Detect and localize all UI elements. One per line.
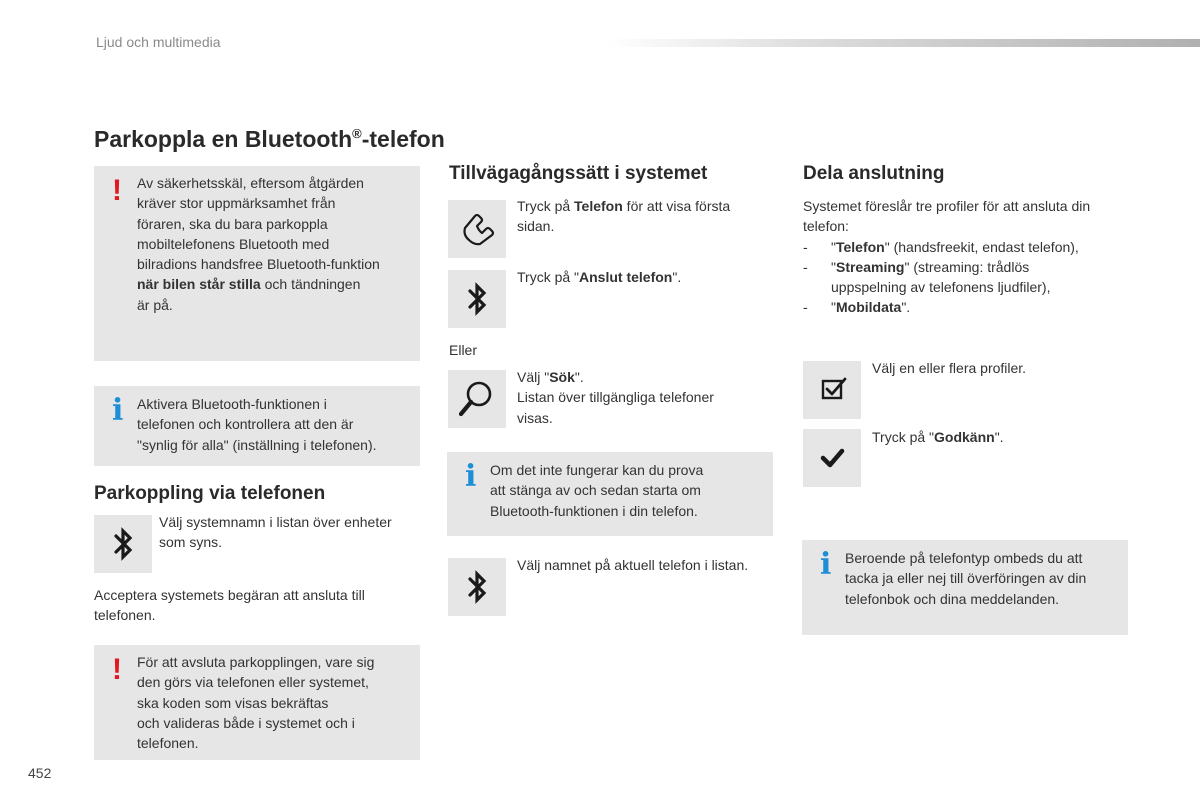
bluetooth-icon-box — [94, 515, 152, 573]
profile-item-telefon: - "Telefon" (handsfreekit, endast telefon), — [803, 238, 1079, 255]
select-profiles-text: Välj en eller flera profiler. — [872, 360, 1027, 376]
share-connection-heading: Dela anslutning — [803, 163, 945, 184]
bluetooth-icon-box — [448, 558, 506, 616]
search-icon — [448, 370, 506, 428]
system-procedure-heading: Tillvägagångssätt i systemet — [449, 163, 708, 184]
checkbox-icon-box — [803, 361, 861, 419]
page-number: 452 — [28, 765, 52, 781]
bluetooth-icon-box — [448, 270, 506, 328]
search-icon-box — [448, 370, 506, 428]
or-text: Eller — [449, 342, 478, 358]
step-select-phone-text: Välj namnet på aktuell telefon i listan. — [517, 557, 749, 573]
info-icon: i — [112, 393, 124, 428]
pairing-step-text: Välj systemnamn i listan över enheter som syns. — [159, 514, 392, 551]
info-box-retry: i Om det inte fungerar kan du prova att stänga av och sedan starta om Bluetooth-funktionen i din telefon. — [447, 452, 773, 536]
warning-icon: ! — [112, 653, 122, 686]
step-phone-text: Tryck på Telefon för att visa första sidan. — [517, 198, 731, 235]
pairing-via-phone-heading: Parkoppling via telefonen — [94, 483, 326, 504]
header-bar — [606, 39, 1200, 47]
section-header: Ljud och multimedia — [96, 34, 221, 50]
profiles-intro: Systemet föreslår tre profiler för att ansluta din telefon: - "Telefon" (handsfreekit, endast telefon), - "Streaming" (streaming: trådlös uppspelning av telefonens ljudfiler), - "Mobildata". — [803, 196, 1143, 318]
bluetooth-icon — [448, 558, 506, 616]
checkbox-icon — [803, 361, 861, 419]
info-icon: i — [820, 547, 832, 582]
bluetooth-icon — [94, 515, 152, 573]
bluetooth-icon — [448, 270, 506, 328]
check-icon-box — [803, 429, 861, 487]
phone-icon-box — [448, 200, 506, 258]
phone-icon — [448, 200, 506, 258]
check-icon — [803, 429, 861, 487]
warning-box-finish: ! För att avsluta parkopplingen, vare sig den görs via telefonen eller systemet, ska koden som visas bekräftas och valideras både i systemet och i telefonen. — [94, 645, 420, 760]
info-box-phonebook: i Beroende på telefontyp ombeds du att tacka ja eller nej till överföringen av din telefonbok och dina meddelanden. — [802, 540, 1128, 635]
step-search-text: Välj "Sök". Listan över tillgängliga telefoner visas. — [517, 369, 714, 426]
warning-box-safety: ! Av säkerhetsskäl, eftersom åtgärden kräver stor uppmärksamhet från föraren, ska du bara parkoppla mobiltelefonens Bluetooth med bilradions handsfree Bluetooth-funktion när bilen står stilla och tändningen är på. — [94, 166, 420, 361]
profile-item-mobildata: - "Mobildata". — [803, 299, 911, 316]
info-box-visibility: i Aktivera Bluetooth-funktionen i telefonen och kontrollera att den är "synlig för alla" (inställning i telefonen). — [94, 386, 420, 466]
warning-icon: ! — [112, 174, 122, 207]
profile-item-streaming: - "Streaming" (streaming: trådlös — [803, 258, 1030, 275]
step-connect-text: Tryck på "Anslut telefon". — [517, 269, 682, 285]
accept-request-text: Acceptera systemets begäran att ansluta till telefonen. — [94, 587, 365, 624]
info-icon: i — [465, 459, 477, 494]
confirm-text: Tryck på "Godkänn". — [872, 429, 1004, 445]
page-title: Parkoppla en Bluetooth®-telefon — [94, 126, 445, 152]
